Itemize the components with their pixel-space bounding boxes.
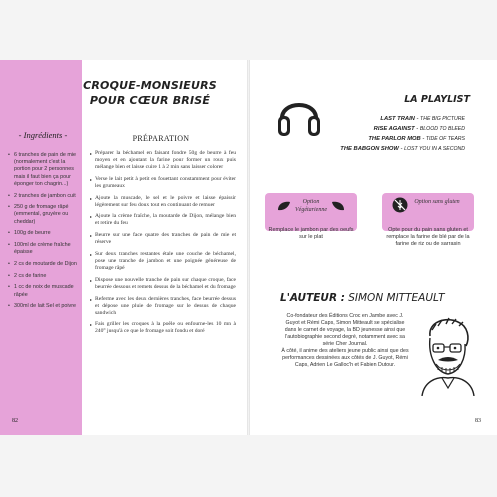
track-song: THE BIG PICTURE <box>420 116 465 122</box>
playlist-track: THE PARLOR MOB - TIDE OF TEARS <box>368 136 465 142</box>
track-song: TIDE OF TEARS <box>425 136 465 142</box>
track-song: BLOOD TO BLEED <box>419 126 465 132</box>
ingredient-item: • 300ml de lait Sel et poivre <box>8 303 80 310</box>
book-gutter <box>247 60 250 435</box>
page-number-right: 83 <box>475 418 481 424</box>
author-portrait-illustration <box>416 316 478 396</box>
option-description: Opte pour du pain sans gluten et remplace la farine de blé par de la farine de riz ou de sarrasin <box>386 227 470 247</box>
ingredient-item: • 1 cc de noix de muscade râpée <box>8 284 80 298</box>
ingredient-item: • 250 g de fromage râpé (emmental, gruyère ou cheddar) <box>8 204 80 226</box>
playlist-track: LAST TRAIN - THE BIG PICTURE <box>380 116 465 122</box>
step-item: ▸ Ajoute la muscade, le sel et le poivre et laisse épaissir légèrement sur feu doux tout en continuant de remuer <box>90 195 236 209</box>
author-label: L'AUTEUR : <box>280 292 345 304</box>
author-bio <box>280 313 410 369</box>
option-vegetarian <box>265 193 357 263</box>
ingredients-list <box>8 152 80 315</box>
step-item: ▸ Préparer la béchamel en faisant fondre 50g de beurre à feu moyen et en ajoutant la farine pour former un roux puis mélange bien et laisse cuire 1 à 2 min sans laisser colorer <box>90 150 236 171</box>
step-item: ▸ Referme avec les deux dernières tranches, face beurrée dessus et dépose une pluie de fromage sur le dessus de chaque sandwich <box>90 296 236 317</box>
bio-paragraph: Co-fondateur des Éditions Croc en Jambe avec J. Guyot et Rémi Caps, Simon Mitteault se spécialise dans le carnet de voyage, la BD jeunesse ainsi que l'autobiographie second degré, notamment avec sa série Cher Journal. <box>284 313 406 347</box>
track-song: LOST YOU IN A SECOND <box>404 146 465 152</box>
track-artist: THE PARLOR MOB <box>368 136 421 142</box>
author-name: SIMON MITTEAULT <box>348 292 445 304</box>
option-label: Option Végétarienne <box>295 199 327 213</box>
step-item: ▸ Beurre sur une face quatre des tranches de pain de mie et réserve <box>90 232 236 246</box>
ingredient-item: • 2 tranches de jambon cuit <box>8 193 80 200</box>
playlist-track: RISE AGAINST - BLOOD TO BLEED <box>373 126 465 132</box>
step-item: ▸ Dispose une nouvelle tranche de pain sur chaque croque, face beurrée dessous et remets dessus de la béchamel et du fromage <box>90 277 236 291</box>
ingredient-item: • 6 tranches de pain de mie (normalement c'est la portion pour 2 personnes mais il faut bien ça pour éponger ton chagrin...) <box>8 152 80 188</box>
bio-paragraph: À côté, il anime des ateliers jeune public ainsi que des performances dessinées aux côtés de J. Guyot, Rémi Caps, Adrien Le Galloc'h et Fabien Dutour. <box>281 348 409 368</box>
step-item: ▸ Ajoute la crème fraîche, la moutarde de Dijon, mélange bien et retire du feu <box>90 213 236 227</box>
recipe-title-line-2: POUR CŒUR BRISÉ <box>89 94 211 107</box>
option-gluten-free <box>382 193 474 263</box>
playlist-track: THE BABGON SHOW - LOST YOU IN A SECOND <box>340 146 465 152</box>
playlist <box>300 114 465 154</box>
track-artist: RISE AGAINST <box>373 126 415 132</box>
preparation-steps <box>90 150 236 340</box>
ingredient-item: • 100ml de crème fraîche épaisse <box>8 242 80 256</box>
author-heading <box>280 292 470 304</box>
track-artist: LAST TRAIN <box>380 116 415 122</box>
preparation-heading: PRÉPARATION <box>132 134 190 143</box>
ingredient-item: • 2 cs de farine <box>8 273 80 280</box>
ingredient-item: • 2 cs de moutarde de Dijon <box>8 261 80 268</box>
track-artist: THE BABGON SHOW <box>340 146 399 152</box>
option-description: Remplace le jambon par des oeufs sur le plat <box>268 227 354 240</box>
page-number-left: 82 <box>12 418 18 424</box>
leaf-icon <box>331 201 345 211</box>
leaf-icon <box>277 201 291 211</box>
recipe-title <box>60 78 240 108</box>
recipe-title-line-1: CROQUE-MONSIEURS <box>83 79 217 92</box>
playlist-heading: LA PLAYLIST <box>404 94 470 105</box>
option-label: Option sans gluten <box>414 199 460 205</box>
step-item: ▸ Verse le lait petit à petit en fouettant constamment pour éviter les grumeaux <box>90 176 236 190</box>
step-item: ▸ Sur deux tranches restantes étale une couche de béchamel, pose une tranche de jambon et une poignée généreuse de fromage râpé <box>90 251 236 272</box>
wheat-crossed-icon <box>392 197 408 213</box>
ingredient-item: • 100g de beurre <box>8 230 80 237</box>
step-item: ▸ Fais griller les croques à la poêle ou enfourne-les 10 mn à 240° jusqu'à ce que le fromage soit fondu et doré <box>90 321 236 335</box>
ingredients-heading: - Ingrédients - <box>18 130 68 140</box>
